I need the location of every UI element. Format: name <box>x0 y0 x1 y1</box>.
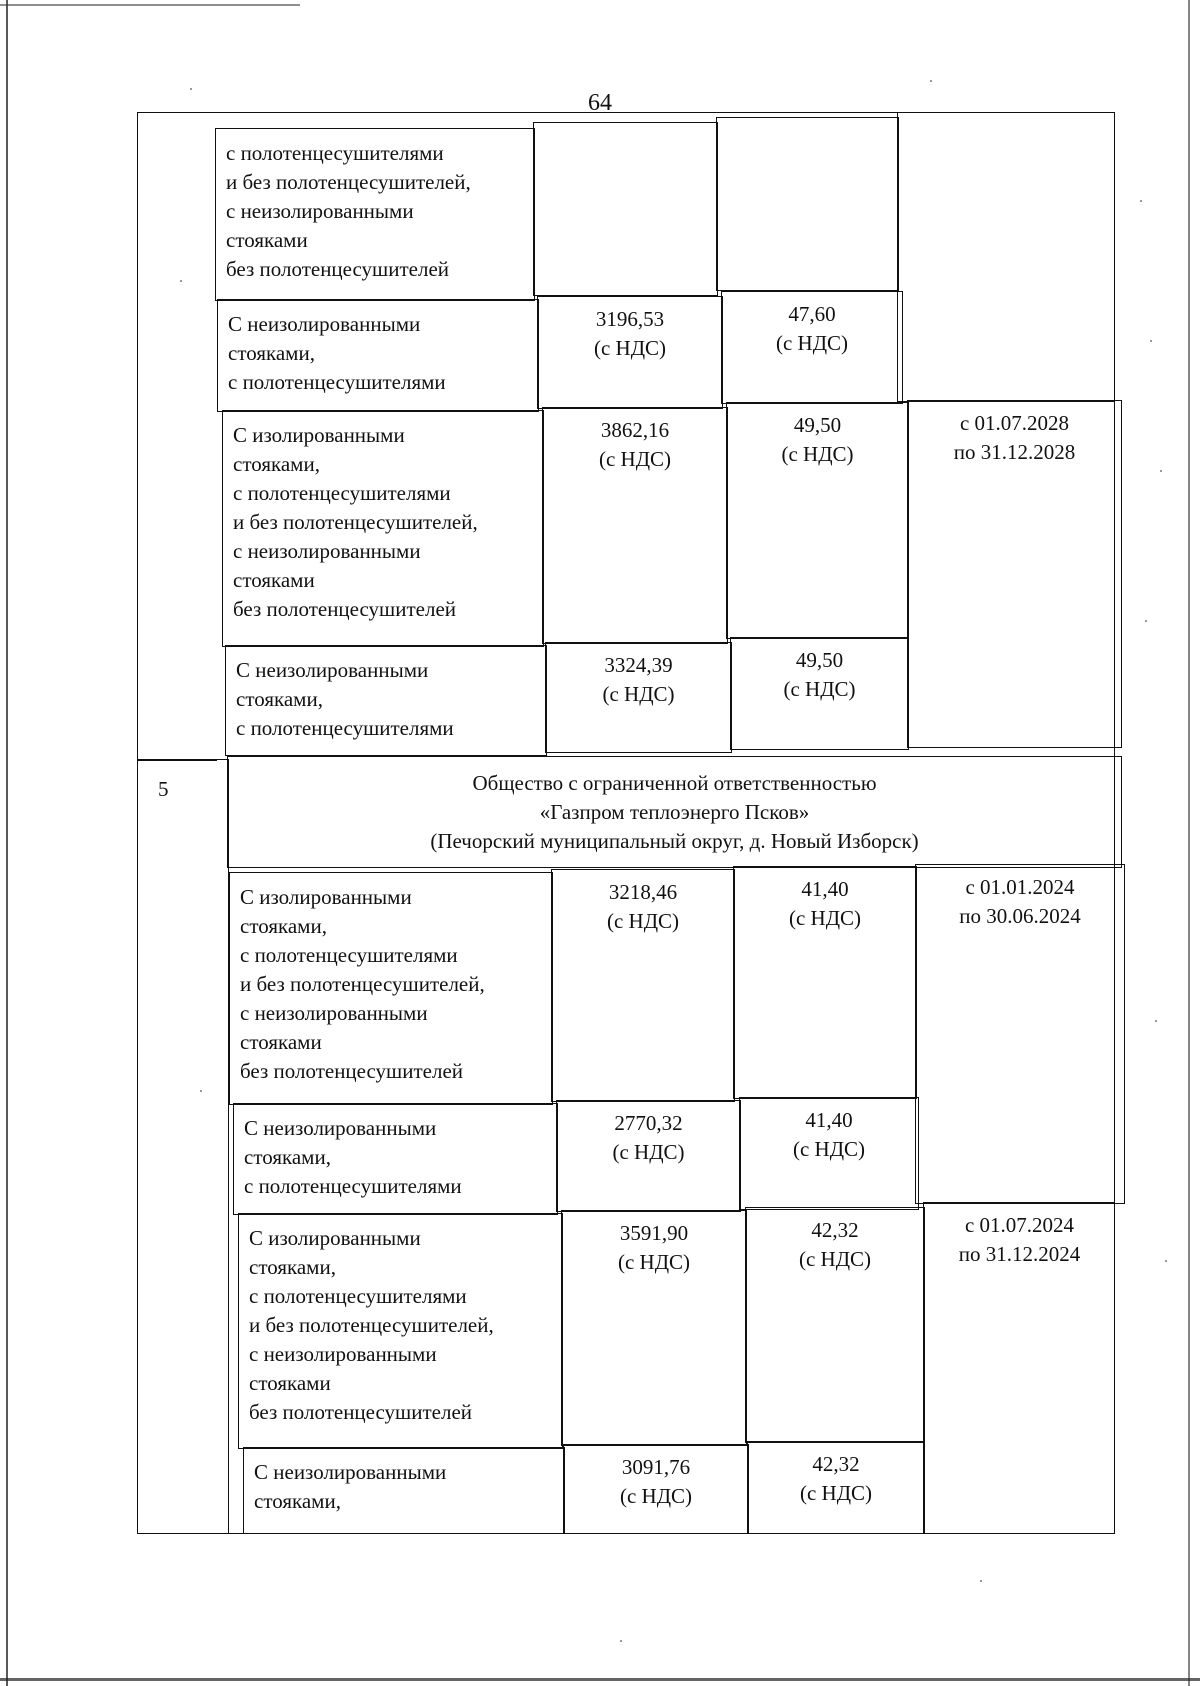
page-number: 64 <box>588 90 612 116</box>
table-row-3-cold-water: 49,50 (с НДС) <box>730 637 909 750</box>
scan-speck <box>1155 1020 1157 1022</box>
table-row-4-description: С изолированными стояками, с полотенцесушителями и без полотенцесушителей, с неизолированными стояками без полотенцесушителей <box>229 872 553 1105</box>
scan-edge-top <box>0 4 300 6</box>
period-cell-2: с 01.07.2024 по 31.12.2024 <box>923 1202 1115 1534</box>
table-row-5-cold-water: 41,40 (с НДС) <box>739 1097 919 1210</box>
scan-speck <box>1150 340 1152 342</box>
period-cell-1: с 01.01.2024 по 30.06.2024 <box>915 864 1125 1204</box>
scan-edge-left <box>6 0 8 1686</box>
table-row-4-heat-energy: 3218,46 (с НДС) <box>551 869 735 1102</box>
table-row-5-description: С неизолированными стояками, с полотенцесушителями <box>233 1103 558 1215</box>
scan-speck <box>1160 470 1162 472</box>
table-row-3-heat-energy: 3324,39 (с НДС) <box>545 642 732 753</box>
table-row-0-description: с полотенцесушителями и без полотенцесушителей, с неизолированными стояками без полотенцесушителей <box>215 128 535 301</box>
table-row-7-cold-water: 42,32 (с НДС) <box>747 1441 925 1534</box>
table-row-1-cold-water: 47,60 (с НДС) <box>721 291 903 404</box>
scan-speck <box>1165 1260 1167 1262</box>
table-row-2-cold-water: 49,50 (с НДС) <box>726 402 909 639</box>
scan-speck <box>620 1640 622 1642</box>
table-row-0-cold-water <box>716 117 899 291</box>
table-row-6-heat-energy: 3591,90 (с НДС) <box>561 1210 747 1446</box>
scan-speck <box>980 1580 982 1582</box>
table-row-7-heat-energy: 3091,76 (с НДС) <box>563 1444 749 1534</box>
scan-edge-bottom <box>0 1678 1200 1681</box>
org-row-number: 5 <box>158 777 169 801</box>
period-cell-0: с 01.07.2028 по 31.12.2028 <box>907 400 1122 748</box>
scan-speck <box>200 1090 202 1092</box>
table-row-2-heat-energy: 3862,16 (с НДС) <box>542 407 728 644</box>
table-row-7-description: С неизолированными стояками, <box>243 1447 565 1534</box>
table-row-4-cold-water: 41,40 (с НДС) <box>733 866 917 1099</box>
scan-speck <box>1145 620 1147 622</box>
table-row-1-description: С неизолированными стояками, с полотенцесушителями <box>217 299 539 412</box>
table-row-6-description: С изолированными стояками, с полотенцесушителями и без полотенцесушителей, с неизолированными стояками без полотенцесушителей <box>238 1213 563 1449</box>
rownum-cell-lower <box>137 759 229 1534</box>
scan-speck <box>930 80 932 82</box>
scan-speck <box>1140 200 1142 202</box>
table-row-0-heat-energy <box>533 122 718 296</box>
org-name: Общество с ограниченной ответственностью «Газпром теплоэнерго Псков» (Печорский муниципальный округ, д. Новый Изборск) <box>227 756 1122 868</box>
table-row-1-heat-energy: 3196,53 (с НДС) <box>537 296 723 409</box>
table-row-2-description: С изолированными стояками, с полотенцесушителями и без полотенцесушителей, с неизолированными стояками без полотенцесушителей <box>222 410 544 647</box>
table-row-5-heat-energy: 2770,32 (с НДС) <box>556 1100 741 1212</box>
scan-edge-right <box>1188 0 1190 1686</box>
table-row-3-description: С неизолированными стояками, с полотенцесушителями <box>225 645 547 756</box>
scan-speck <box>180 280 182 282</box>
scan-speck <box>190 88 192 90</box>
rownum-cell-upper <box>137 133 217 761</box>
table-row-6-cold-water: 42,32 (с НДС) <box>745 1207 925 1443</box>
period-cell-upper <box>897 112 1115 402</box>
